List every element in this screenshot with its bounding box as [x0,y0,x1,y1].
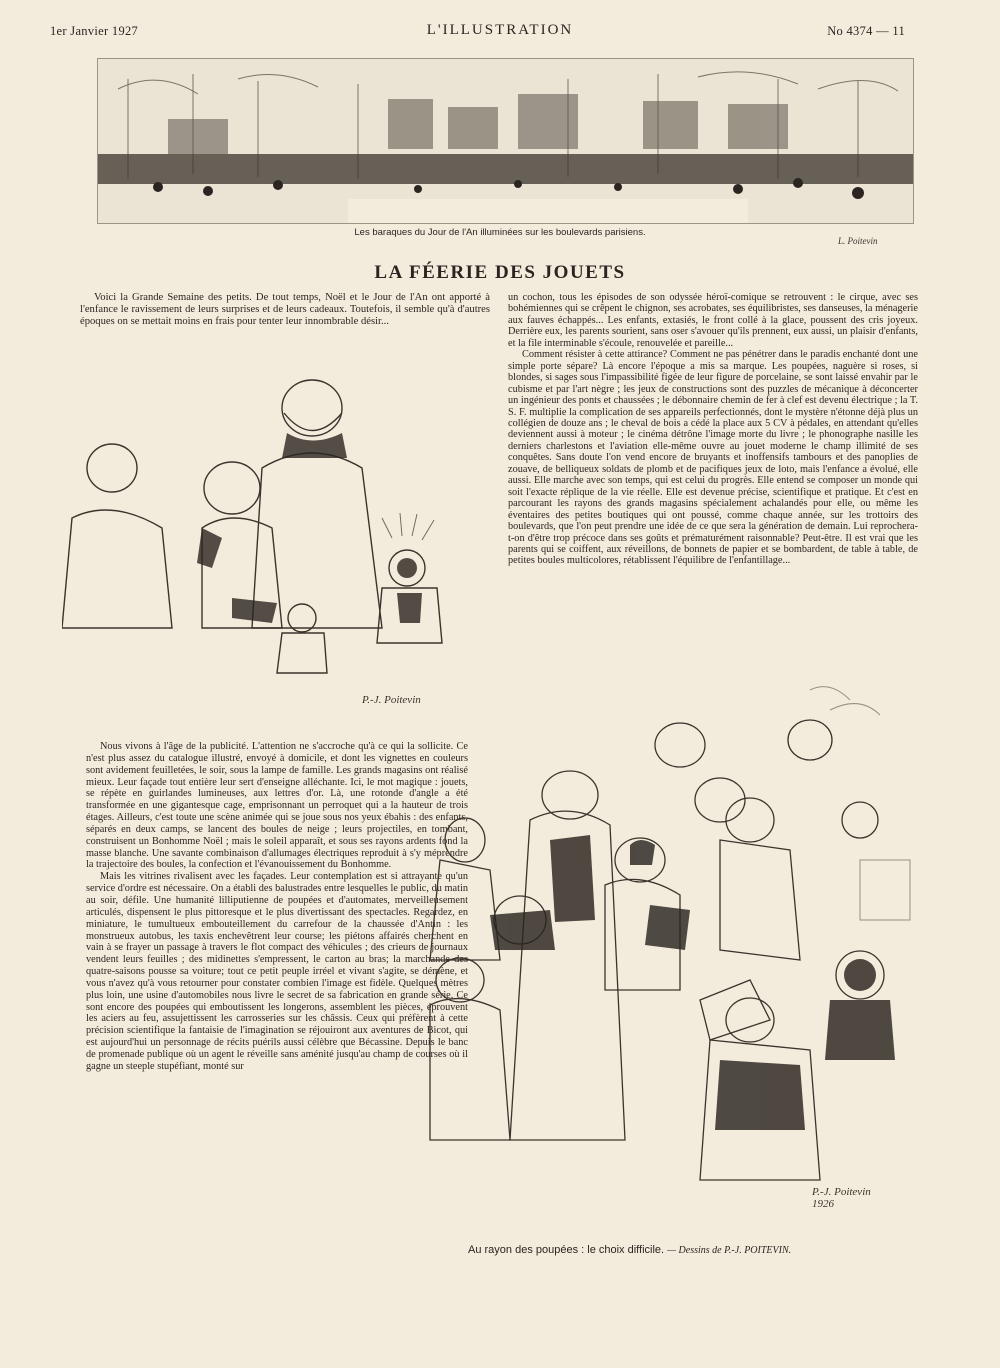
article-col-right-top [508,292,918,567]
bottom-illustration-signature: P.-J. Poitevin 1926 [812,1186,871,1210]
issue-number: No 4374 — 11 [827,24,905,38]
paragraph: Nous vivons à l'âge de la publicité. L'attention ne s'accroche qu'à ce qui la sollicite. Ce n'est plus assez du catalogue illustré, envoyé à domicile, et dont les vignettes en couleurs sont avidement feuilletées, le soir, sous la lampe de famille. Les grands magasins ont réalisé mieux. Leur façade tout entière leur sert d'enseigne alléchante. Ici, le mot magique : jouets, se répète en guirlandes lumineuses, aux lettres d'or. Là, une rotonde d'angle a été transformée en une gigantesque cage, emprisonnant un perroquet qui a la hauteur de trois étages. Ailleurs, c'est toute une scène animée qui se joue sous nos yeux ébahis : des enfants, séparés en deux camps, se lancent des boules de neige ; leurs projectiles, en tombant, construisent un Bonhomme Noël ; mais le soleil apparaît, et sous ses rayons ardents fond la masse blanche. Une savante combinaison d'allumages électriques reproduit à s'y méprendre la trajectoire des boules, la confection et l'évanouissement du Bonhomme. [86,741,468,871]
middle-illustration-signature: P.-J. Poitevin [362,694,421,706]
issue-date: 1er Janvier 1927 [50,24,139,38]
doll-department-illustration [390,660,930,1240]
bottom-illustration-caption [468,1244,928,1256]
paragraph: Comment résister à cette attirance? Comment ne pas pénétrer dans le paradis enchanté dont une simple porte sépare? Là encore l'époque a mis sa marque. Les poupées, naguère si roses, si blondes, si sages sous l'impassibilité figée de leur figure de porcelaine, se sont laissé envahir par le cubisme et par l'art nègre ; les jeux de constructions sont des puzzles de mécanique à déconcerter un ingénieur des ponts et chaussées ; le débonnaire chemin de fer à clef est devenu électrique ; la T. S. F. multiplie la complication de ses appareils perfectionnés, dont le mystère n'étonne déjà plus un collégien de douze ans ; le cheval de bois a cédé la place aux 5 CV à pédales, en attendant qu'elles deviennent aussi à moteur ; le cinéma détrône l'image morte du livre ; le phonographe nasille les derniers charlestons et l'aviation elle-même ouvre au jouet moderne le champ illimité de ses conquêtes. Sans doute l'on vend encore de bruyants et inoffensifs tambours et des panoplies de zouave, de belliqueux soldats de plomb et de pacifiques jeux de loto, mais l'enfance a évolué, elle aussi. Elle marche avec son temps, qui est celui du progrès. Elle entend se composer un monde qui soit l'exacte réplique de la vie réelle. Elle est devenue précise, scientifique et pratique. Et c'est en parcourant les rayons des grands magasins spécialement achalandés pour elle, ou même les éventaires des petites boutiques qui ont poussé, comme chaque année, sur les trottoirs des boulevards, que l'on peut prendre une idée de ce que sera la génération de demain. Lui reprochera-t-on d'être trop précoce dans ses goûts et prématurément raisonnable? Peut-être. Il est vrai que les parents qui se coiffent, aux réveillons, de bonnets de papier et se bombardent, de table à table, de petites boules multicolores, rétablissent l'équilibre de l'enfantillage... [508,349,918,567]
article-title: LA FÉERIE DES JOUETS [374,262,626,283]
children-sketch [62,368,492,698]
caption-credit: — Dessins de P.-J. POITEVIN. [667,1245,792,1256]
top-illustration-caption: Les baraques du Jour de l'An illuminées sur les boulevards parisiens. [354,227,646,238]
paragraph: un cochon, tous les épisodes de son odyssée héroï-comique se retrouvent : le cirque, avec ses bohémiennes qui se crêpent le chignon, ses acrobates, ses équilibristes, ses danseuses, la ménagerie aux fauves échappés... Les enfants, extasiés, le front collé à la glace, poussent des cris joyeux. Derrière eux, les parents sourient, sans oser s'avouer qu'ils prennent, eux aussi, un plaisir d'enfants, et la file interminable s'écoule, renouvelée et pareille... [508,292,918,349]
doll-department-sketch [390,660,930,1240]
article-col-left-top [80,292,490,328]
crowd-sketch [98,59,913,223]
paragraph: Mais les vitrines rivalisent avec les façades. Leur contemplation est si attrayante qu'un service d'ordre est nécessaire. On a établi des balustrades entre lesquelles le public, du matin au soir, défile. Une humanité lilliputienne de poupées et d'automates, merveilleusement articulés, dispensent le plus pittoresque et le plus divertissant des spectacles. Regardez, en miniature, le tumultueux embouteillement du carrefour de la chaussée d'Antin : les monstrueux autobus, les taxis enchevêtrent leur course; les piétons affairés cherchent en vain à se frayer un passage à travers le flot compact des véhicules ; des crieurs de journaux vendent leurs feuilles ; des midinettes s'empressent, le carton au bras; la marchande des quatre-saisons pousse sa voiture; tout ce petit peuple irréel et vivant s'agite, se démène, et vous n'avez qu'à vous retourner pour constater combien l'image est fidèle. Quelques mètres plus loin, une usine d'automobiles nous livre le secret de sa fabrication en grande série. Ce sont encore des poupées qui emboutissent les longerons, assemblent les pièces, éprouvent les aciers au feu, assujettissent les carrosseries sur les châssis. Ceux qui préfèrent à cette précision scientifique la fantaisie de l'imagination se réjouiront aux aventures de Bicot, qui est aujourd'hui un personnage de récits puérils aussi célèbre que Bécassine. Depuis le banc de promenade publique où un agent le réveille sans aménité jusqu'au champ de courses où il gagne un steeple stupéfiant, monté sur [86,871,468,1072]
caption-main: Au rayon des poupées : le choix difficile. [468,1244,665,1256]
boulevard-illustration [97,58,914,224]
magazine-title: L'ILLUSTRATION [426,22,574,38]
children-dolls-illustration [62,368,492,698]
paragraph: Voici la Grande Semaine des petits. De tout temps, Noël et le Jour de l'An ont apporté à l'enfance le ravissement de leurs surprises et de leurs cadeaux. Toutefois, il semble qu'à d'autres époques on se mettait moins en frais pour tenter leur innombrable désir... [80,292,490,327]
top-illustration-signature: L. Poitevin [838,236,878,246]
